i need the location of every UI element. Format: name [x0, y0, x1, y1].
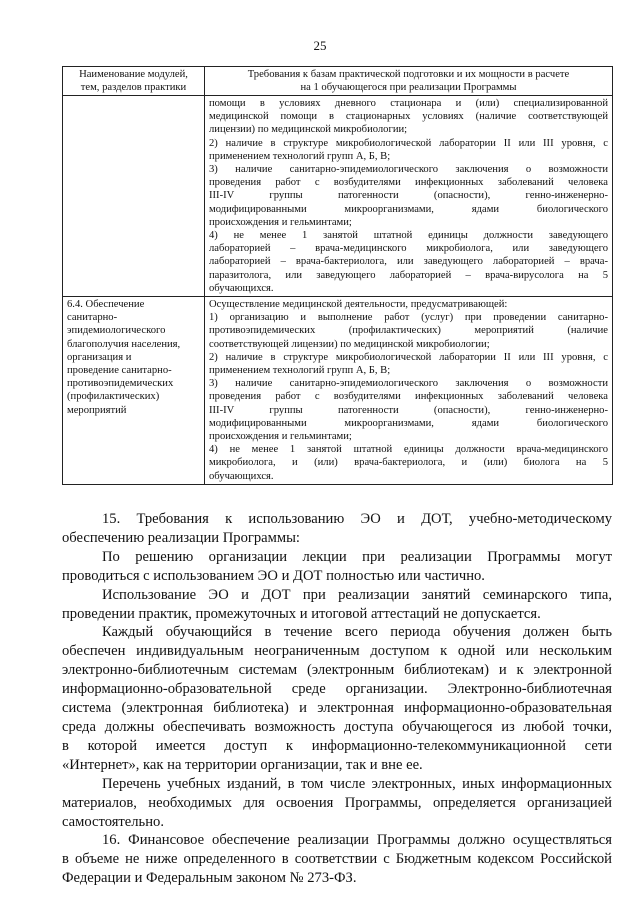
header-modules: [63, 67, 205, 96]
text-line: благополучия населения,: [67, 338, 181, 350]
paragraph: [62, 775, 612, 832]
text-line: помощи в условиях дневного стационара и (или) специализированной: [209, 98, 608, 109]
text-line: проведение санитарно-: [67, 365, 172, 377]
paragraph: [62, 510, 612, 548]
text-line: самостоятельно.: [62, 813, 164, 830]
text-line: эпидемиологического: [67, 325, 166, 337]
header-line: на 1 обучающегося при реализации Программы: [300, 82, 517, 93]
text-line: (профилактических): [67, 391, 160, 403]
text-line: противоэпидемических: [67, 378, 174, 390]
text-line: система (электронная библиотека) и электронная информационно-образовательная: [62, 700, 612, 717]
text-line: 4) не менее 1 занятой штатной единицы должности врача-медицинского: [209, 444, 608, 456]
text-line: электронно-библиотечным системам (электронным библиотекам) и к электронной: [62, 662, 612, 679]
text-line: Каждый обучающийся в течение всего периода обучения должен быть: [102, 624, 612, 641]
text-line: 15. Требования к использованию ЭО и ДОТ, учебно-методическому: [102, 511, 612, 527]
text-line: проведения работ с возбудителями инфекционных заболеваний человека: [209, 177, 608, 189]
text-line: организация и: [67, 351, 132, 363]
text-line: 2) наличие в структуре микробиологической лаборатории II или III уровня, с: [209, 351, 608, 363]
text-line: Использование ЭО и ДОТ при реализации занятий семинарского типа,: [102, 586, 612, 603]
text-line: лабораторией – врача-бактериолога, или заведующего лабораторией – врача-: [209, 256, 608, 268]
text-line: обучающихся.: [209, 282, 274, 294]
text-line: III-IV группы патогенности (опасности), генно-инженерно-: [209, 404, 608, 416]
text-line: Федерации и Федеральным законом № 273-ФЗ.: [62, 870, 357, 887]
module-name-cell: [63, 96, 205, 297]
module-name-cell: [63, 297, 205, 485]
text-line: происхождения и гельминтами;: [209, 431, 352, 443]
requirements-cell: [205, 96, 613, 297]
text-line: обеспечен индивидуальным неограниченным доступом к одной или нескольким: [62, 643, 612, 660]
text-line: 3) наличие санитарно-эпидемиологического заключения о возможности: [209, 378, 608, 390]
header-line: тем, разделов практики: [80, 82, 187, 93]
text-line: противоэпидемических (профилактических) мероприятий (наличие: [209, 325, 608, 337]
text-line: 1) организацию и выполнение работ (услуг) при проведении санитарно-: [209, 312, 608, 324]
text-line: модифицированными микроорганизмами, ядами биологического: [209, 417, 608, 429]
text-line: лабораторией – врача-медицинского микробиолога, или заведующего: [209, 243, 608, 255]
text-line: Перечень учебных изданий, в том числе электронных, иных информационных: [102, 775, 612, 792]
text-line: происхождения и гельминтами;: [209, 216, 352, 228]
text-line: III-IV группы патогенности (опасности), генно-инженерно-: [209, 190, 608, 202]
text-line: информационно-образовательной среде организации. Электронно-библиотечная: [62, 681, 612, 698]
text-line: 2) наличие в структуре микробиологической лаборатории II или III уровня, с: [209, 137, 608, 149]
text-line: медицинской помощи в стационарных условиях (наличие соответствующей: [209, 111, 608, 123]
text-line: Осуществление медицинской деятельности, предусматривающей:: [209, 299, 508, 311]
text-line: паразитолога, или заведующего лабораторией – врача-вирусолога на 5: [209, 269, 608, 281]
text-line: соответствующей лицензии) по медицинской микробиологии;: [209, 338, 490, 350]
header-line: Требования к базам практической подготовки и их мощности в расчете: [247, 69, 570, 80]
text-line: микробиолога, и (или) врача-бактериолога, и (или) биолога на 5: [209, 457, 608, 469]
text-line: материалов, необходимых для освоения Программы, определяется организацией: [62, 794, 612, 811]
body-text: [62, 510, 612, 888]
text-line: 4) не менее 1 занятой штатной единицы должности заведующего: [209, 230, 608, 242]
text-line: проведении практик, промежуточных и итоговой аттестаций не допускается.: [62, 605, 541, 622]
text-line: модифицированными микроорганизмами, ядами биологического: [209, 203, 608, 215]
text-line: в объеме не ниже определенного в соответствии с Бюджетным кодексом Российской: [62, 851, 612, 868]
text-line: обеспечению реализации Программы:: [62, 529, 300, 546]
text-line: 6.4. Обеспечение: [67, 299, 145, 311]
paragraph: [62, 623, 612, 774]
text-line: среда должны обеспечивать возможность доступа обучающегося из любой точки,: [62, 718, 612, 735]
requirements-cell: [205, 297, 613, 485]
text-line: обучающихся.: [209, 470, 274, 482]
text-line: По решению организации лекции при реализации Программы могут: [102, 548, 612, 565]
table-row: [63, 96, 613, 297]
text-line: 16. Финансовое обеспечение реализации Программы должно осуществляться: [102, 832, 612, 849]
practice-requirements-table: [62, 66, 613, 485]
text-line: применением технологий групп А, Б, В;: [209, 150, 391, 162]
page-number: 25: [313, 38, 327, 53]
text-line: проводиться с использованием ЭО и ДОТ полностью или частично.: [62, 567, 485, 584]
text-line: 3) наличие санитарно-эпидемиологического заключения о возможности: [209, 164, 608, 176]
paragraph: [62, 586, 612, 624]
paragraph: [62, 831, 612, 888]
text-line: санитарно-: [67, 312, 118, 324]
table-header-row: [63, 67, 613, 96]
text-line: мероприятий: [67, 404, 127, 416]
text-line: «Интернет», как на территории организации, так и вне ее.: [62, 756, 423, 773]
text-line: в которой имеется доступ к информационно-телекоммуникационной сети: [62, 737, 612, 754]
table-row: [63, 297, 613, 485]
text-line: лицензии) по медицинской микробиологии;: [209, 124, 408, 136]
paragraph: [62, 548, 612, 586]
header-line: Наименование модулей,: [79, 69, 188, 80]
header-requirements: [205, 67, 613, 96]
text-line: проведения работ с возбудителями инфекционных заболеваний человека: [209, 391, 608, 403]
text-line: применением технологий групп А, Б, В;: [209, 365, 391, 377]
